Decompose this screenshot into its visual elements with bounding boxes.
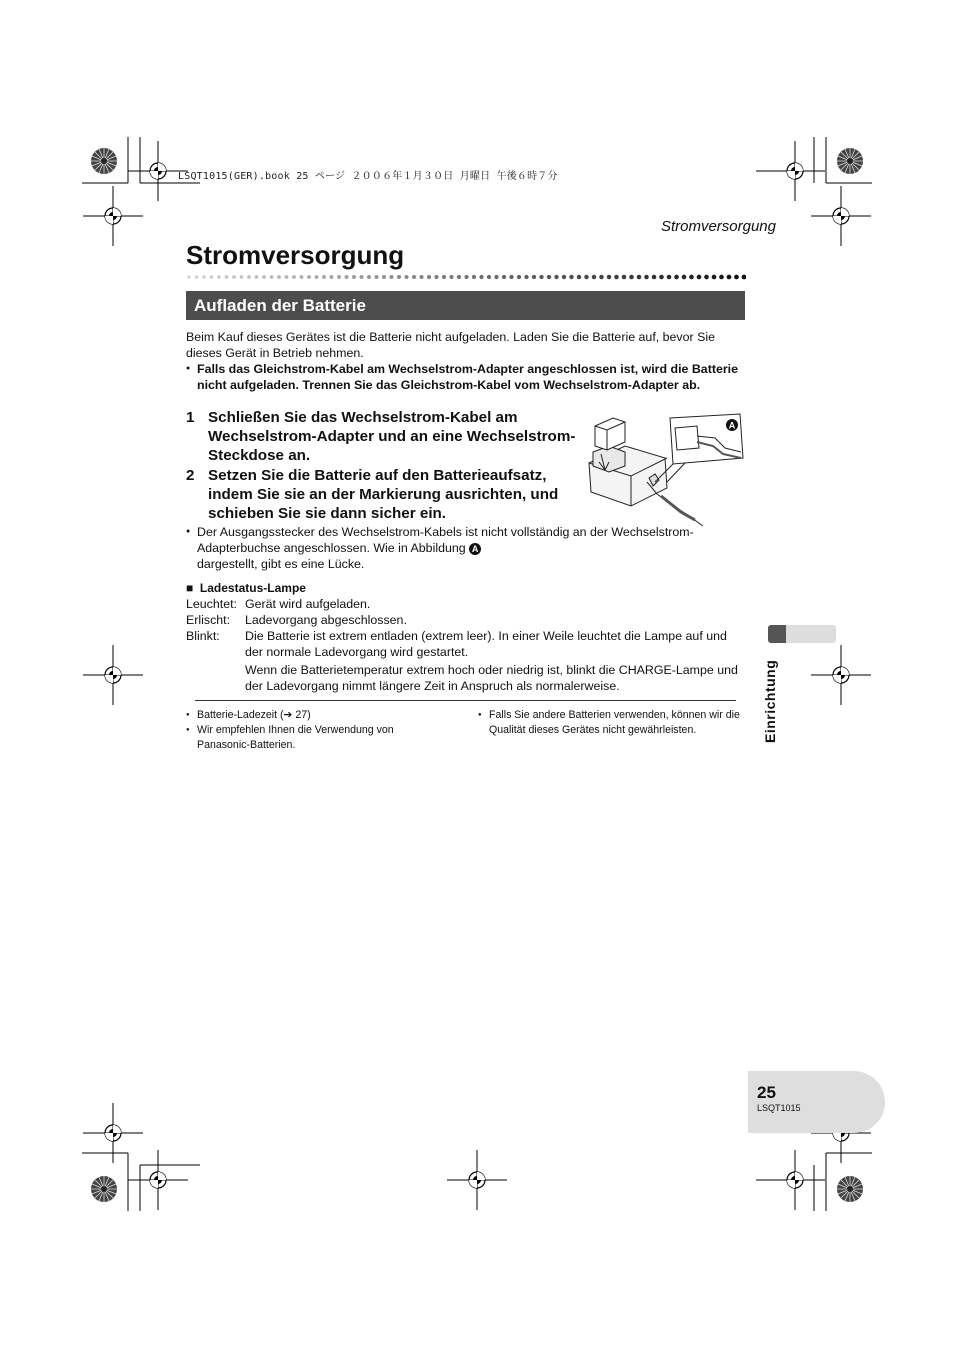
illustration-marker: A — [728, 420, 736, 431]
charge-status-section — [186, 580, 746, 694]
charger-illustration — [585, 408, 745, 533]
rule-dot — [704, 275, 709, 280]
rule-dot — [412, 275, 416, 279]
rule-dot — [247, 275, 251, 279]
rule-dot — [509, 275, 513, 279]
rule-dot — [367, 275, 371, 279]
step-item — [186, 466, 586, 523]
model-code: LSQT1015 — [757, 1103, 801, 1113]
rule-dot — [232, 275, 236, 279]
rule-dot — [599, 275, 603, 279]
rule-dot — [697, 275, 702, 280]
intro-paragraph — [186, 329, 748, 393]
note-text-after: dargestellt, gibt es eine Lücke. — [197, 557, 365, 571]
note-bullet — [186, 524, 706, 572]
note-paragraph — [186, 524, 706, 572]
rule-dot — [277, 275, 281, 279]
rule-dot — [449, 275, 453, 279]
footnote-item: ● Falls Sie andere Batterien verwenden, können wir die Qualität dieses Gerätes nicht gewährleisten. — [478, 708, 740, 738]
rule-dot — [517, 275, 521, 279]
charge-status-heading: ■ Ladestatus-Lampe — [186, 581, 306, 595]
rule-dot — [502, 275, 506, 279]
rule-dot — [382, 275, 386, 279]
rule-dot — [614, 275, 619, 280]
rule-dot — [427, 275, 431, 279]
intro-text: Beim Kauf dieses Gerätes ist die Batterie nicht aufgeladen. Laden Sie die Batterie auf, bevor Sie dieses Gerät in Betrieb nehmen. — [186, 330, 715, 360]
rule-dot — [270, 275, 274, 279]
rule-dot — [255, 275, 259, 279]
step-list — [186, 408, 586, 524]
rule-dot — [547, 275, 551, 279]
rule-dot — [524, 275, 528, 279]
rule-dot — [577, 275, 581, 279]
status-value: Gerät wird aufgeladen. — [245, 597, 371, 611]
rule-dot — [187, 275, 191, 279]
rule-dot — [554, 275, 558, 279]
rule-dot — [322, 275, 326, 279]
step-text: Schließen Sie das Wechselstrom-Kabel am Wechselstrom-Adapter und an eine Wechselstrom-Steckdose an. — [208, 409, 576, 464]
footnotes-right — [478, 708, 740, 738]
rule-dot — [464, 275, 468, 279]
rule-dot — [727, 275, 732, 280]
rule-dot — [532, 275, 536, 279]
rule-dot — [300, 275, 304, 279]
running-header: Stromversorgung — [660, 218, 776, 235]
status-row — [186, 612, 746, 628]
rule-dot — [434, 275, 438, 279]
print-info-line: LSQT1015(GER).book 25 ページ ２００６年１月３０日 月曜日 午後６時７分 — [178, 171, 558, 182]
rule-dot — [674, 275, 679, 280]
note-text-before: Der Ausgangsstecker des Wechselstrom-Kabels ist nicht vollständig an der Wechselstrom-Adapterbuchse angeschlossen. Wie in Abbildung — [197, 525, 694, 555]
status-key: Erlischt: — [186, 613, 231, 627]
rule-dot — [262, 275, 266, 279]
side-tab-label — [760, 655, 784, 745]
rule-dot — [667, 275, 672, 280]
rule-dot — [404, 275, 408, 279]
rule-dot — [210, 275, 214, 279]
status-value-extra: Wenn die Batterietemperatur extrem hoch oder niedrig ist, blinkt die CHARGE-Lampe und der Ladevorgang nimmt längere Zeit in Anspruch als normalerweise. — [245, 663, 738, 693]
step-number: 1 — [186, 409, 195, 426]
figure-marker: A — [469, 543, 481, 555]
rule-dot — [689, 275, 694, 280]
rule-dot — [397, 275, 401, 279]
side-tab-marker — [768, 625, 786, 643]
dotted-rule — [186, 274, 746, 280]
rule-dot — [487, 275, 491, 279]
page-number: 25 — [757, 1083, 776, 1102]
rule-dot — [457, 275, 461, 279]
rule-dot — [292, 275, 296, 279]
rule-dot — [584, 275, 588, 279]
rule-dot — [419, 275, 423, 279]
rule-dot — [285, 275, 289, 279]
rule-dot — [389, 275, 393, 279]
rule-dot — [217, 275, 221, 279]
intro-warning: ● Falls das Gleichstrom-Kabel am Wechselstrom-Adapter angeschlossen ist, wird die Batterie nicht aufgeladen. Trennen Sie das Gleichstrom-Kabel vom Wechselstrom-Adapter ab. — [186, 361, 748, 393]
rule-dot — [539, 275, 543, 279]
rule-dot — [195, 275, 199, 279]
page-title: Stromversorgung — [186, 240, 405, 270]
rule-dot — [337, 275, 341, 279]
rule-dot — [375, 275, 379, 279]
rule-dot — [659, 275, 664, 280]
rule-dot — [345, 275, 349, 279]
footnote-divider — [195, 700, 736, 701]
status-value: Die Batterie ist extrem entladen (extrem leer). In einer Weile leuchtet die Lampe auf und der normale Ladevorgang wird gestartet. — [245, 629, 727, 659]
side-tab-text: Einrichtung — [762, 659, 778, 743]
rule-dot — [607, 275, 611, 279]
rule-dot — [360, 275, 364, 279]
rule-dot — [629, 275, 634, 280]
footnotes-left — [186, 708, 446, 753]
rule-dot — [742, 275, 746, 280]
rule-dot — [644, 275, 649, 280]
step-item — [186, 408, 586, 465]
rule-dot — [202, 275, 206, 279]
step-text: Setzen Sie die Batterie auf den Batterieaufsatz, indem Sie sie an der Markierung ausrichten, und schieben Sie sie dann sicher ein. — [208, 467, 559, 522]
charge-status-heading-text: Ladestatus-Lampe — [199, 581, 306, 595]
rule-dot — [622, 275, 627, 280]
step-number: 2 — [186, 467, 195, 484]
rule-dot — [637, 275, 642, 280]
rule-dot — [330, 275, 334, 279]
status-value: Ladevorgang abgeschlossen. — [245, 613, 407, 627]
rule-dot — [719, 275, 724, 280]
rule-dot — [494, 275, 498, 279]
rule-dot — [652, 275, 657, 280]
rule-dot — [307, 275, 311, 279]
rule-dot — [472, 275, 476, 279]
rule-dot — [734, 275, 739, 280]
status-row — [186, 596, 746, 612]
rule-dot — [562, 275, 566, 279]
rule-dot — [569, 275, 573, 279]
rule-dot — [240, 275, 244, 279]
rule-dot — [592, 275, 596, 279]
rule-dot — [352, 275, 356, 279]
rule-dot — [315, 275, 319, 279]
rule-dot — [712, 275, 717, 280]
footnote-item: ● Batterie-Ladezeit (➔ 27) — [186, 708, 446, 723]
rule-dot — [682, 275, 687, 280]
status-key: Blinkt: — [186, 629, 220, 643]
status-key: Leuchtet: — [186, 597, 237, 611]
rule-dot — [442, 275, 446, 279]
section-heading: Aufladen der Batterie — [186, 291, 745, 320]
rule-dot — [479, 275, 483, 279]
rule-dot — [225, 275, 229, 279]
status-row-extra — [186, 662, 746, 694]
footnote-item: ● Wir empfehlen Ihnen die Verwendung von Panasonic-Batterien. — [186, 723, 446, 753]
status-row — [186, 628, 746, 660]
